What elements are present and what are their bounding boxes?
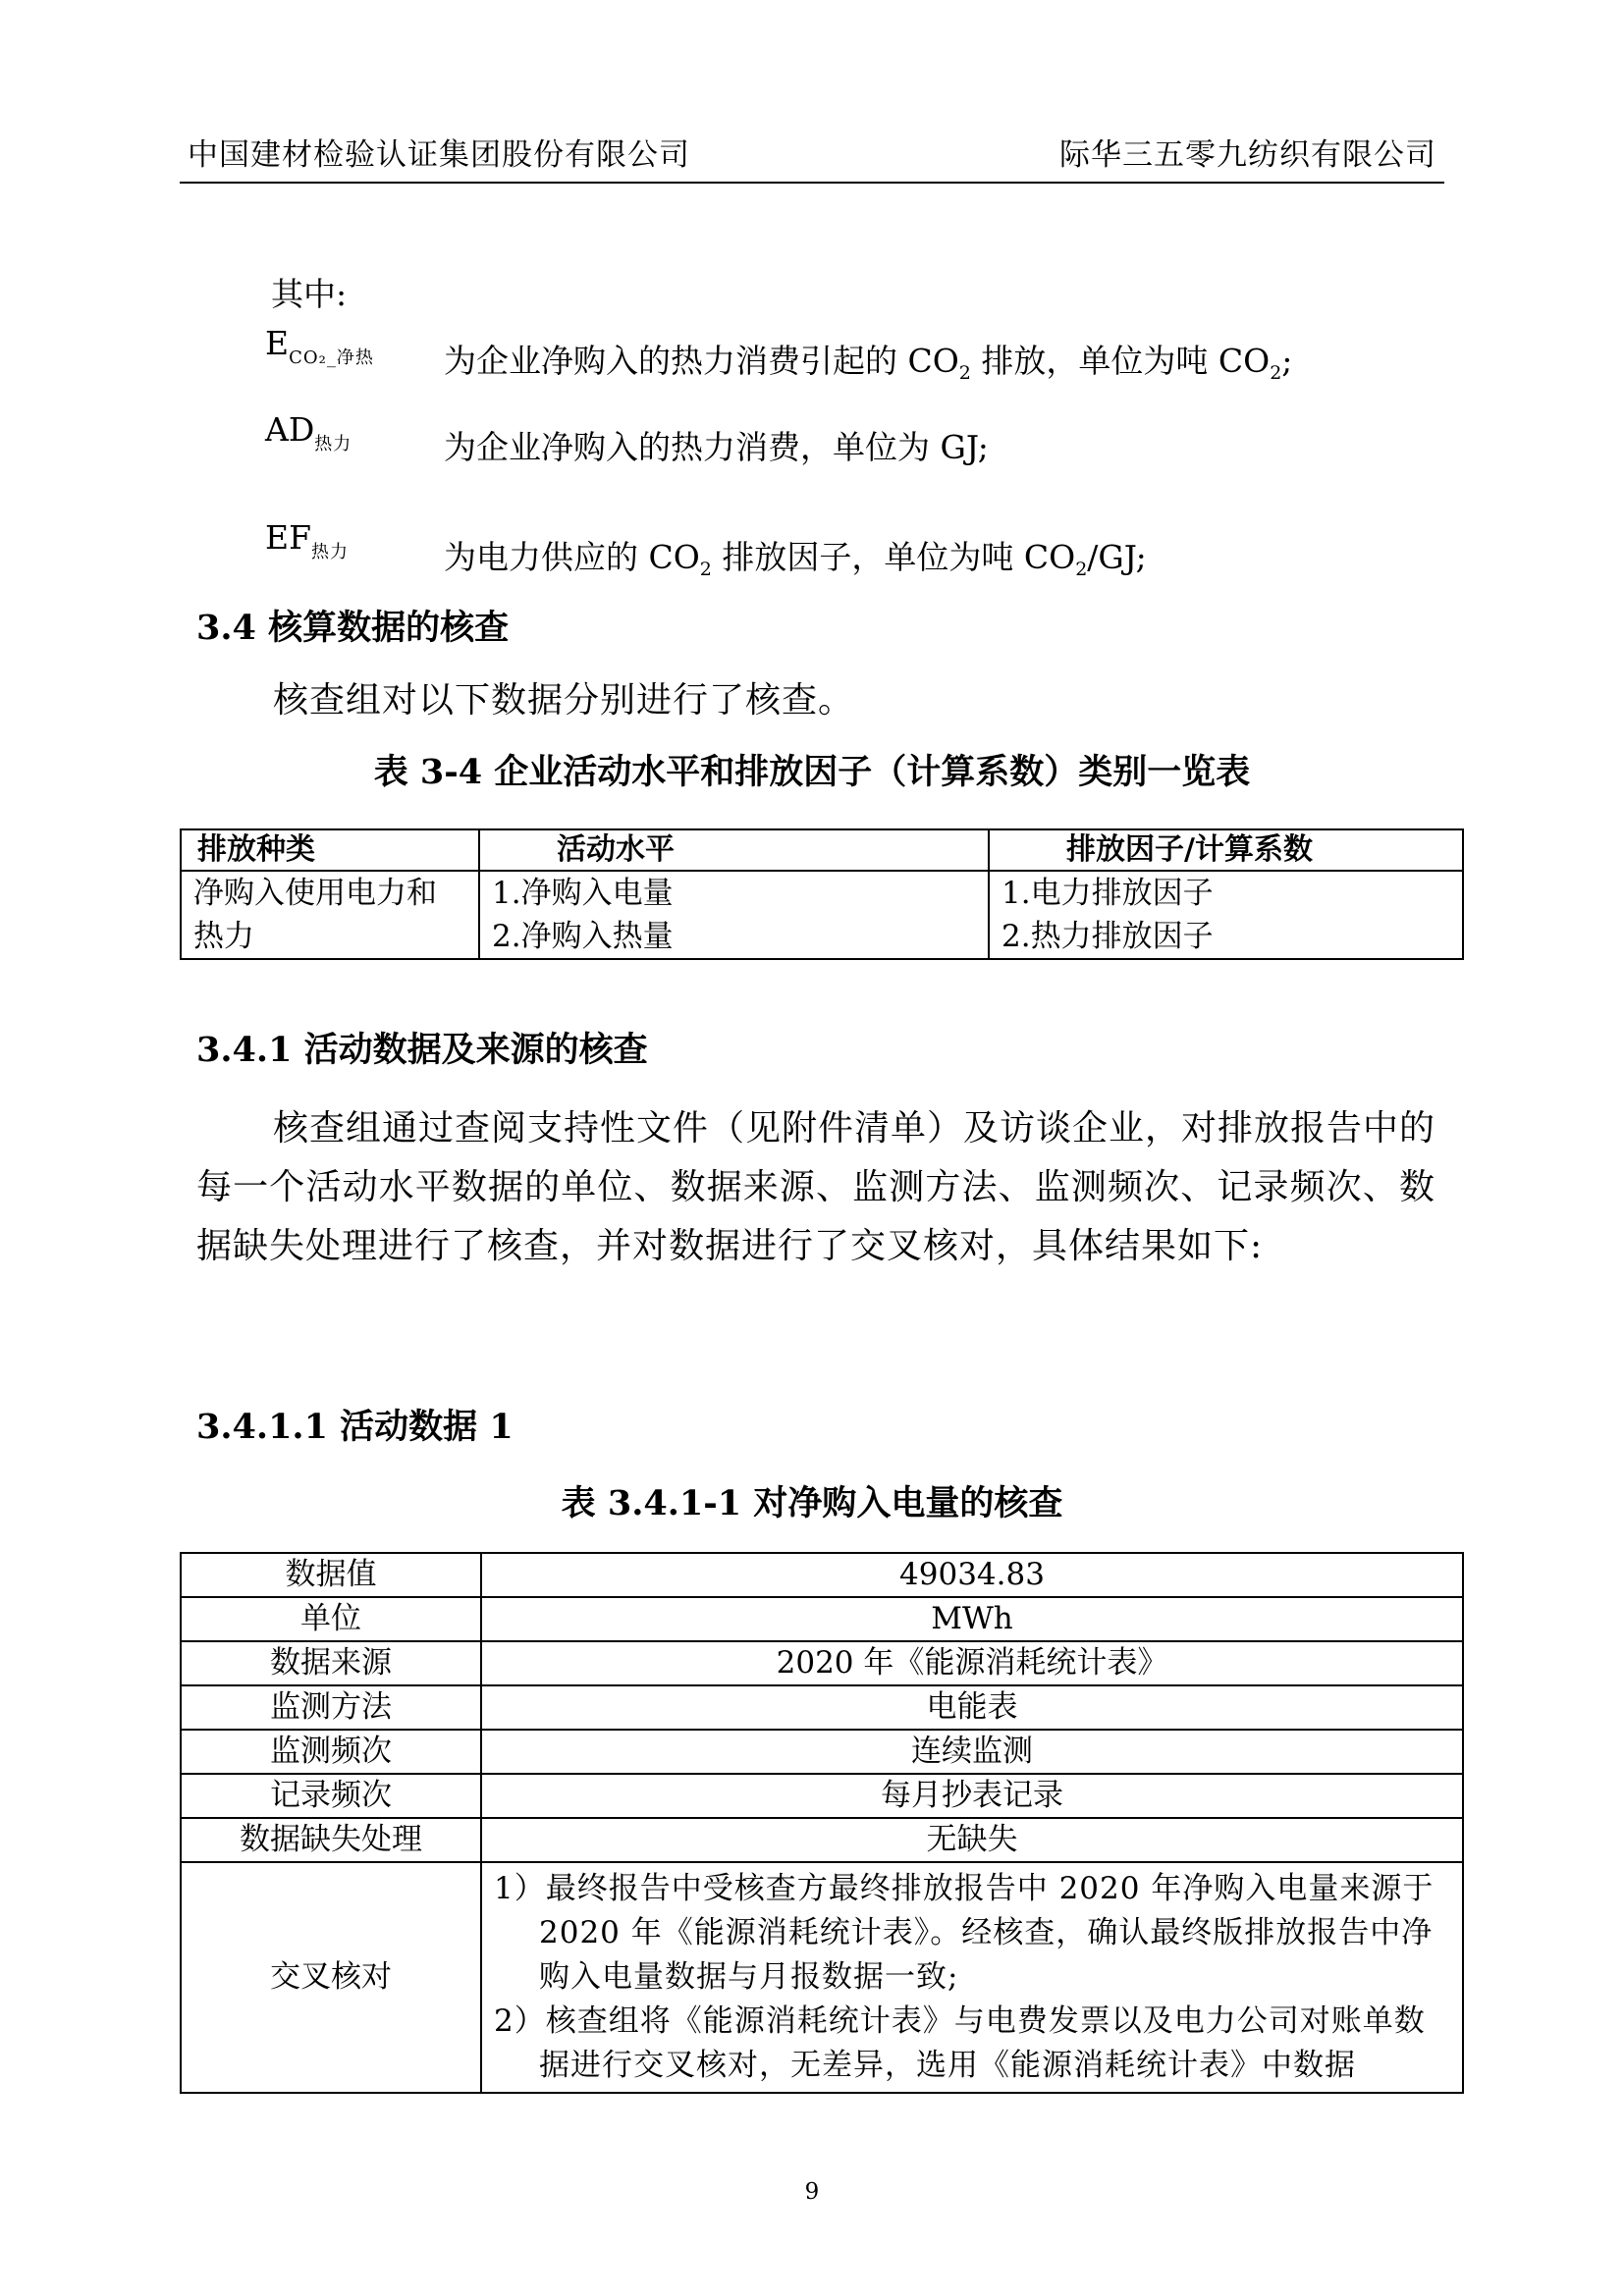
page-header [180,135,1444,175]
header-rule [180,182,1444,184]
var-ad-description: 为企业净购入的热力消费，单位为 GJ; [444,428,989,466]
var-e-description: 为企业净购入的热力消费引起的 $CO_2$ 排放，单位为吨 $CO_2$; [444,342,1293,384]
header-emission-type: 排放种类 [181,829,479,871]
cross-check-item: 2）核查组将《能源消耗统计表》与电费发票以及电力公司对账单数据进行交叉核对，无差异，选用《能源消耗统计表》中数据 [494,2003,1426,2083]
cross-check-item: 1）最终报告中受核查方最终排放报告中 2020 年净购入电量来源于 2020 年《能源消耗统计表》。经核查，确认最终版排放报告中净购入电量数据与月报数据一致; [494,1871,1435,1995]
page-number: 9 [804,2179,820,2205]
table-row-cross-check [181,1862,1463,2093]
section-3-4-1-heading: 3.4.1 活动数据及来源的核查 [196,1030,648,1070]
table-3-4 [180,828,1464,960]
activity-item: 1.净购入电量 [492,876,674,911]
header-activity-level: 活动水平 [479,829,989,871]
row-value: MWh [481,1597,1463,1641]
table-header-row [181,829,1463,871]
factor-item: 1.电力排放因子 [1001,876,1214,911]
row-label: 记录频次 [181,1774,481,1818]
var-ad-symbol: $AD_{热力}$ [265,410,352,454]
row-value: 连续监测 [481,1730,1463,1774]
row-label: 数据值 [181,1553,481,1597]
row-value: 无缺失 [481,1818,1463,1862]
var-e-symbol: $E_{CO_2\_净热}$ [265,324,374,368]
cell-emission-type: 净购入使用电力和热力 [181,871,479,959]
table-row [181,1818,1463,1862]
formula-intro: 其中: [271,275,348,313]
header-left-org: 中国建材检验认证集团股份有限公司 [188,137,690,173]
table-row [181,1685,1463,1730]
row-label: 监测方法 [181,1685,481,1730]
table-3-4-1-1 [180,1552,1464,2094]
row-label: 单位 [181,1597,481,1641]
row-value: 2020 年《能源消耗统计表》 [481,1641,1463,1685]
var-ef-description: 为电力供应的 $CO_2$ 排放因子，单位为吨 $CO_2/GJ$; [444,538,1147,580]
table-row [181,1641,1463,1685]
row-value-cross-check [481,1862,1463,2093]
table-row [181,1730,1463,1774]
table-row [181,871,1463,959]
row-value: 电能表 [481,1685,1463,1730]
row-label-cross-check: 交叉核对 [181,1862,481,2093]
header-emission-factor: 排放因子/计算系数 [989,829,1463,871]
row-label: 监测频次 [181,1730,481,1774]
cell-activity-level [479,871,989,959]
table-3-4-caption: 表 3-4 企业活动水平和排放因子（计算系数）类别一览表 [373,752,1251,792]
table-row [181,1553,1463,1597]
row-value: 49034.83 [481,1553,1463,1597]
section-3-4-intro: 核查组对以下数据分别进行了核查。 [273,680,855,721]
row-label: 数据来源 [181,1641,481,1685]
row-label: 数据缺失处理 [181,1818,481,1862]
table-3-4-1-1-caption: 表 3.4.1-1 对净购入电量的核查 [561,1483,1063,1523]
section-3-4-heading: 3.4 核算数据的核查 [196,608,510,648]
factor-item: 2.热力排放因子 [1001,919,1214,954]
row-value: 每月抄表记录 [481,1774,1463,1818]
table-row [181,1597,1463,1641]
section-3-4-1-paragraph: 核查组通过查阅支持性文件（见附件清单）及访谈企业，对排放报告中的每一个活动水平数据的单位、数据来源、监测方法、监测频次、记录频次、数据缺失处理进行了核查，并对数据进行了交叉核对，具体结果如下: [196,1108,1436,1266]
table-row [181,1774,1463,1818]
var-ef-symbol: $EF_{热力}$ [265,518,349,562]
header-right-org: 际华三五零九纺织有限公司 [1059,137,1436,173]
cell-emission-factor [989,871,1463,959]
section-3-4-1-1-heading: 3.4.1.1 活动数据 1 [196,1407,514,1447]
activity-item: 2.净购入热量 [492,919,674,954]
